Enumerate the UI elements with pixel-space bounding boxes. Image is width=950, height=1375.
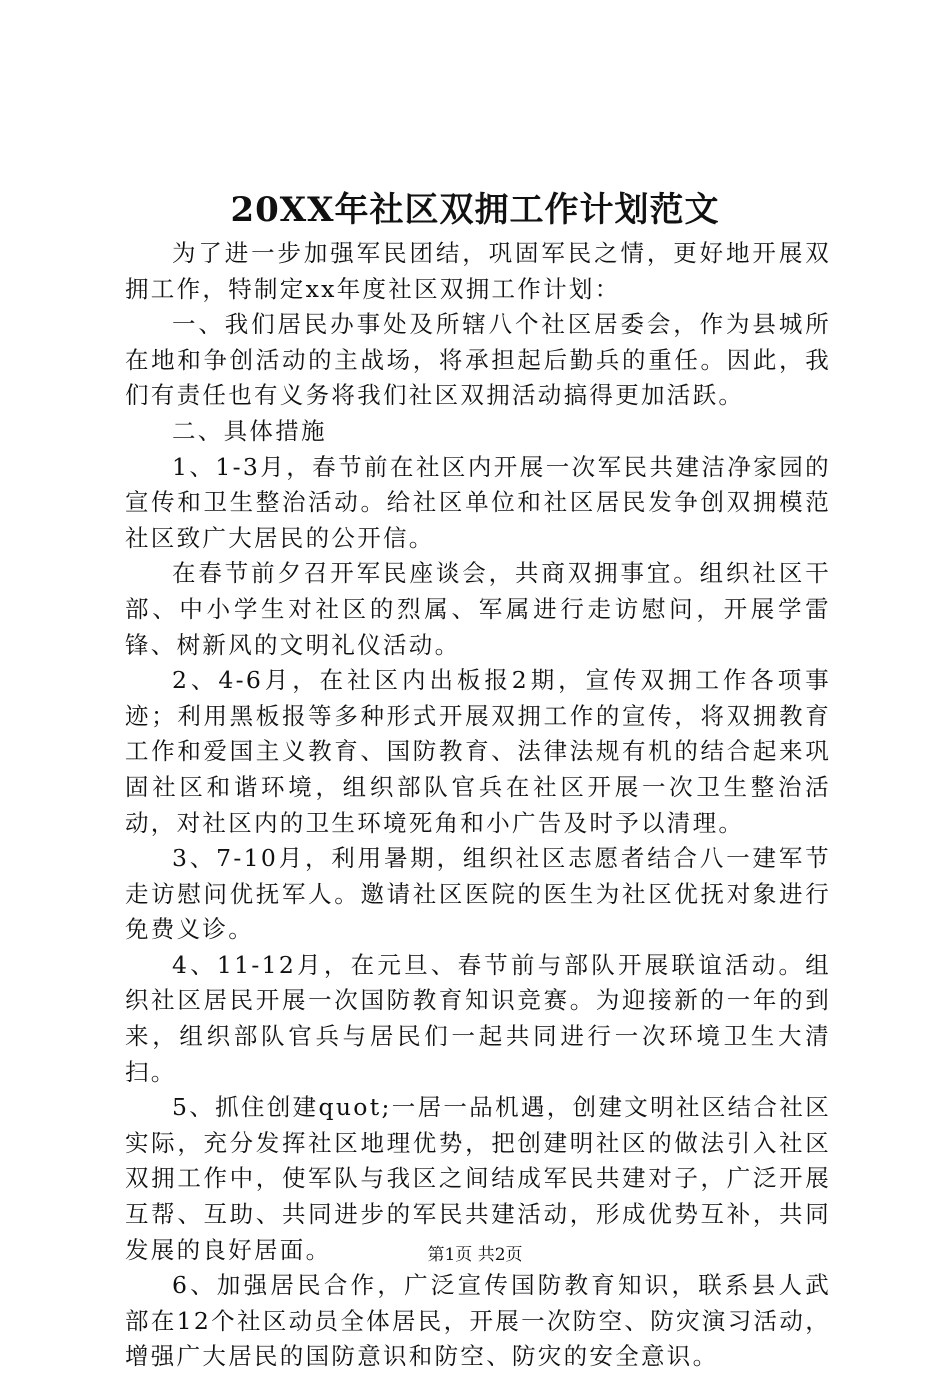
page-number-footer: 第1页 共2页	[427, 1245, 523, 1265]
paragraph-measure-1: 1、1-3月，春节前在社区内开展一次军民共建洁净家园的宣传和卫生整治活动。给社区单位和社区居民发争创双拥模范社区致广大居民的公开信。	[125, 452, 831, 552]
paragraph-measure-6: 6、加强居民合作，广泛宣传国防教育知识，联系县人武部在12个社区动员全体居民，开展一次防空、防灾演习活动，增强广大居民的国防意识和防空、防灾的安全意识。	[125, 1271, 831, 1371]
paragraph-measure-4: 4、11-12月，在元旦、春节前与部队开展联谊活动。组织社区居民开展一次国防教育知识竞赛。为迎接新的一年的到来，组织部队官兵与居民们一起共同进行一次环境卫生大清扫。	[125, 950, 831, 1086]
paragraph-section-two-heading: 二、具体措施	[172, 416, 327, 445]
paragraph-measure-5: 5、抓住创建quot;一居一品机遇，创建文明社区结合社区实际，充分发挥社区地理优势，把创建明社区的做法引入社区双拥工作中，使军队与我区之间结成军民共建对子，广泛开展互帮、互助、共同进步的军民共建活动，形成优势互补，共同发展的良好居面。	[125, 1093, 831, 1264]
paragraph-measure-3: 3、7-10月，利用暑期，组织社区志愿者结合八一建军节走访慰问优抚军人。邀请社区医院的医生为社区优抚对象进行免费义诊。	[125, 844, 831, 944]
paragraph-intro: 为了进一步加强军民团结，巩固军民之情，更好地开展双拥工作，特制定xx年度社区双拥工作计划：	[125, 239, 831, 303]
paragraph-measure-2: 2、4-6月，在社区内出板报2期，宣传双拥工作各项事迹；利用黑板报等多种形式开展双拥工作的宣传，将双拥教育工作和爱国主义教育、国防教育、法律法规有机的结合起来巩固社区和谐环境，组织部队官兵在社区开展一次卫生整治活动，对社区内的卫生环境死角和小广告及时予以清理。	[125, 666, 831, 837]
document-title: 20XX年社区双拥工作计划范文	[230, 190, 720, 230]
paragraph-section-one: 一、我们居民办事处及所辖八个社区居委会，作为县城所在地和争创活动的主战场，将承担起后勤兵的重任。因此，我们有责任也有义务将我们社区双拥活动搞得更加活跃。	[125, 310, 831, 410]
document-body	[125, 236, 831, 1375]
paragraph-measure-1-detail: 在春节前夕召开军民座谈会，共商双拥事宜。组织社区干部、中小学生对社区的烈属、军属进行走访慰问，开展学雷锋、树新风的文明礼仪活动。	[125, 559, 831, 659]
